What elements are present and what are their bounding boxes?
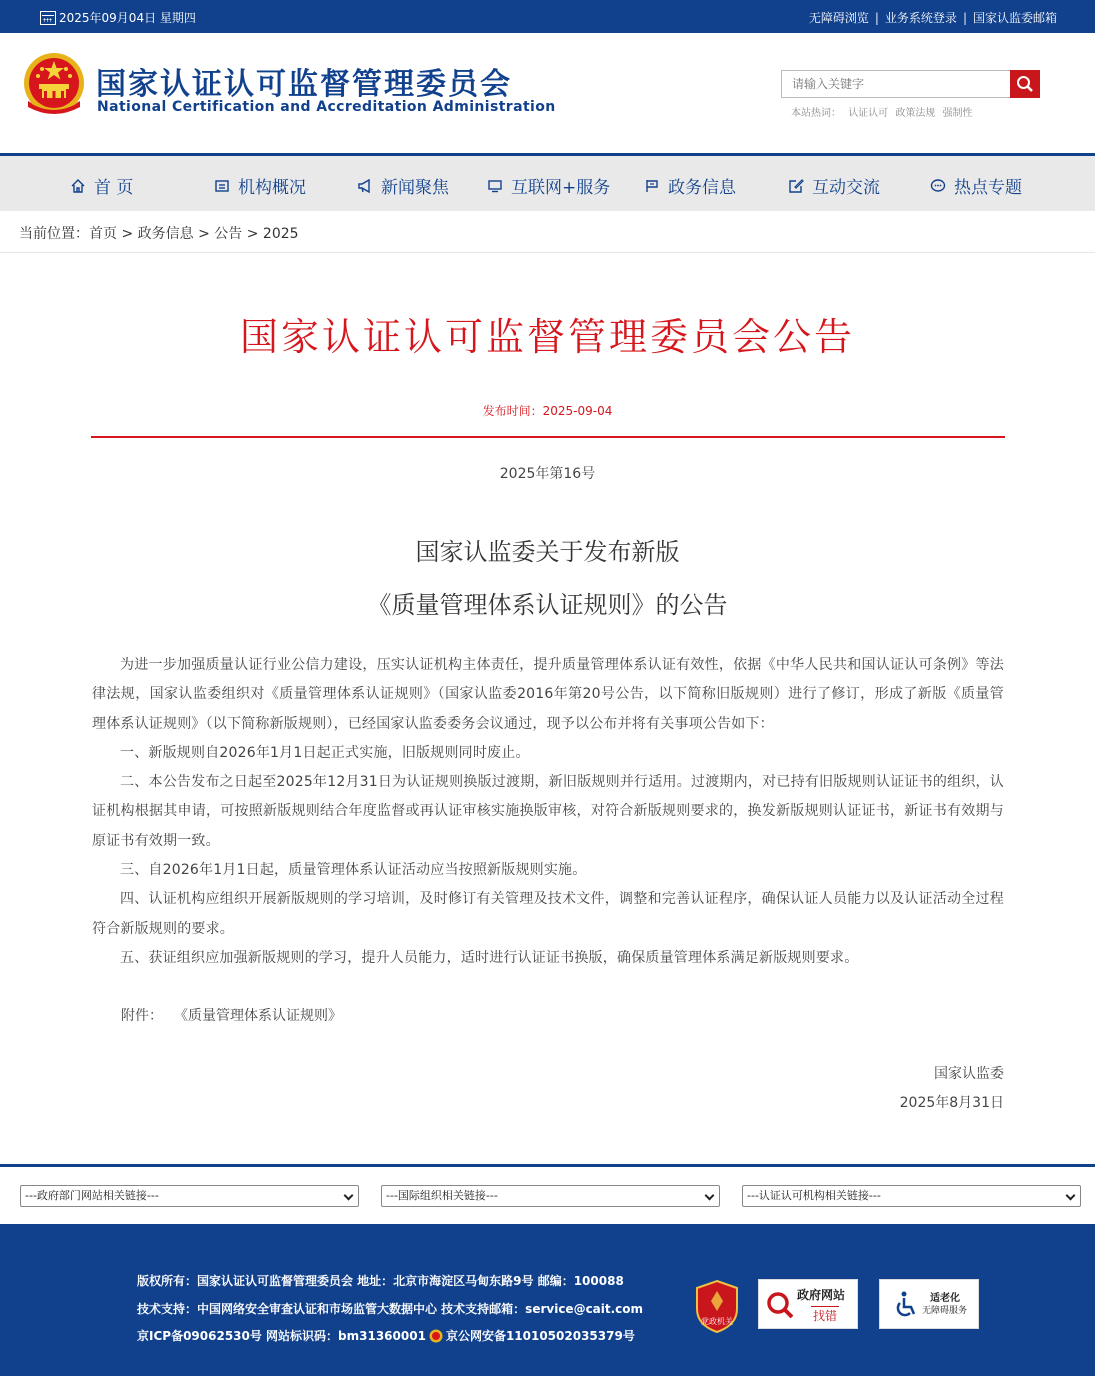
breadcrumb-sep: > bbox=[242, 226, 263, 242]
search-icon bbox=[1016, 75, 1034, 93]
nav-item-news[interactable] bbox=[357, 173, 449, 198]
document-number: 2025年第16号 bbox=[499, 466, 596, 482]
publish-time: 发布时间：2025-09-04 bbox=[482, 404, 613, 418]
building-icon bbox=[214, 178, 230, 194]
breadcrumb-label: 当前位置： bbox=[19, 226, 89, 242]
accessibility-link[interactable]: 无障碍浏览 bbox=[808, 11, 869, 25]
sign-date: 2025年8月31日 bbox=[899, 1095, 1004, 1111]
nav-label: 机构概况 bbox=[238, 178, 306, 198]
party-gov-badge-icon[interactable] bbox=[693, 1279, 741, 1334]
age-badge-line2: 无障碍服务 bbox=[922, 1306, 968, 1316]
party-gov-badge-label: 党政机关 bbox=[701, 1317, 733, 1326]
site-header bbox=[0, 33, 1095, 153]
hot-word[interactable]: 认证认可 bbox=[848, 108, 889, 119]
divider bbox=[0, 252, 1095, 253]
attachment-link[interactable]: 《质量管理体系认证规则》 bbox=[181, 1008, 342, 1024]
nav-item-gov-info[interactable] bbox=[644, 173, 736, 198]
footer-top-line bbox=[0, 1164, 1095, 1167]
attachment bbox=[121, 1005, 342, 1025]
copyright-line: 版权所有：国家认证认可监督管理委员会 地址：北京市海淀区马甸东路9号 邮编：100088 bbox=[137, 1274, 624, 1288]
top-bar bbox=[0, 0, 1095, 33]
calendar-icon bbox=[40, 11, 56, 25]
breadcrumb-year[interactable]: 2025 bbox=[262, 226, 299, 242]
hot-words bbox=[791, 104, 977, 119]
police-record-number[interactable]: 京公网安备11010502035379号 bbox=[445, 1329, 635, 1343]
document-title-line: 《质量管理体系认证规则》的公告 bbox=[367, 591, 728, 619]
red-divider bbox=[91, 436, 1005, 438]
paragraph: 为进一步加强质量认证行业公信力建设，压实认证机构主体责任，提升质量管理体系认证有效性，依据《中华人民共和国认证认可条例》等法律法规，国家认监委组织对《质量管理体系认证规则》（国家认监委2016年第20号公告，以下简称旧版规则）进行了修订，形成了新版《质量管理体系认证规则》（以下简称新版规则），已经国家认监委委务会议通过，现予以公布并将有关事项公告如下： bbox=[92, 657, 1004, 732]
nav-item-internet-service[interactable] bbox=[487, 173, 610, 198]
gov-badge-line2: 找错 bbox=[811, 1306, 839, 1324]
nav-item-about[interactable] bbox=[214, 173, 306, 198]
breadcrumb-sep: > bbox=[117, 226, 138, 242]
nav-label: 热点专题 bbox=[954, 178, 1022, 198]
search-box bbox=[781, 70, 1040, 98]
business-login-link[interactable]: 业务系统登录 bbox=[884, 11, 957, 25]
select-value: ---国际组织相关链接--- bbox=[386, 1189, 498, 1202]
police-badge-icon bbox=[428, 1328, 444, 1344]
icp-number[interactable]: 京ICP备09062530号 网站标识码：bm31360001 bbox=[137, 1329, 426, 1343]
chevron-down-icon bbox=[1066, 1191, 1076, 1201]
paragraph: 三、自2026年1月1日起，质量管理体系认证活动应当按照新版规则实施。 bbox=[120, 862, 587, 879]
signer: 国家认监委 bbox=[934, 1066, 1004, 1082]
site-footer bbox=[0, 1224, 1095, 1376]
gov-links-select[interactable] bbox=[20, 1185, 359, 1207]
nav-label: 互联网+服务 bbox=[511, 178, 611, 198]
search-button[interactable] bbox=[1010, 70, 1040, 98]
top-links bbox=[809, 9, 1057, 26]
date-text: 2025年09月04日 星期四 bbox=[59, 11, 196, 25]
paragraph: 一、新版规则自2026年1月1日起正式实施，旧版规则同时废止。 bbox=[120, 744, 530, 761]
gov-site-error-badge[interactable] bbox=[758, 1279, 858, 1329]
attachment-label: 附件： bbox=[121, 1008, 163, 1024]
chevron-down-icon bbox=[344, 1191, 354, 1201]
breadcrumb-home[interactable]: 首页 bbox=[89, 226, 117, 242]
tech-support-line: 技术支持：中国网络安全审查认证和市场监管大数据中心 技术支持邮箱：service@cait.com bbox=[137, 1302, 644, 1316]
search-input[interactable] bbox=[781, 70, 1011, 98]
magnifier-icon bbox=[765, 1290, 795, 1320]
link-separator: | bbox=[874, 10, 879, 25]
nav-item-topics[interactable] bbox=[930, 173, 1022, 198]
megaphone-icon bbox=[357, 178, 373, 194]
select-value: ---认证认可机构相关链接--- bbox=[747, 1189, 881, 1202]
select-value: ---政府部门网站相关链接--- bbox=[25, 1189, 159, 1202]
wheelchair-icon bbox=[890, 1290, 920, 1320]
main-nav bbox=[0, 153, 1095, 211]
article-title: 国家认证认可监督管理委员会公告 bbox=[239, 315, 855, 359]
date-display bbox=[40, 9, 196, 26]
breadcrumb-notices[interactable]: 公告 bbox=[214, 226, 243, 242]
paragraph: 二、本公告发布之日起至2025年12月31日为认证规则换版过渡期，新旧版规则并行适用。过渡期内，对已持有旧版规则认证证书的组织，认证机构根据其申请，可按照新版规则结合年度监督或再认证审核实施换版审核，对符合新版规则要求的，换发新版规则认证证书，新证书有效期与原证书有效期一致。 bbox=[92, 774, 1004, 849]
intl-org-links-select[interactable] bbox=[381, 1185, 720, 1207]
flag-icon bbox=[644, 178, 660, 194]
edit-icon bbox=[788, 178, 804, 194]
document-title-line: 国家认监委关于发布新版 bbox=[415, 538, 680, 566]
nav-item-interaction[interactable] bbox=[788, 173, 880, 198]
national-emblem-icon[interactable] bbox=[22, 51, 86, 121]
age-badge-line1: 适老化 bbox=[930, 1293, 960, 1304]
link-separator: | bbox=[962, 10, 967, 25]
cert-agency-links-select[interactable] bbox=[742, 1185, 1081, 1207]
hot-label: 本站热词： bbox=[791, 108, 841, 119]
nav-label: 首 页 bbox=[94, 178, 134, 198]
nav-label: 互动交流 bbox=[812, 178, 880, 198]
nav-label: 新闻聚焦 bbox=[381, 178, 449, 198]
chat-icon bbox=[930, 178, 946, 194]
hot-word[interactable]: 强制性 bbox=[942, 108, 973, 119]
hot-word[interactable]: 政策法规 bbox=[895, 108, 936, 119]
nav-label: 政务信息 bbox=[668, 178, 736, 198]
breadcrumb-gov-info[interactable]: 政务信息 bbox=[137, 226, 194, 242]
nav-item-home[interactable] bbox=[70, 173, 133, 198]
mailbox-link[interactable]: 国家认监委邮箱 bbox=[972, 11, 1057, 25]
monitor-icon bbox=[487, 178, 503, 194]
chevron-down-icon bbox=[705, 1191, 715, 1201]
paragraph: 四、认证机构应组织开展新版规则的学习培训，及时修订有关管理及技术文件，调整和完善认证程序，确保认证人员能力以及认证活动全过程符合新版规则的要求。 bbox=[92, 891, 1004, 937]
site-title-en: National Certification and Accreditation Administration bbox=[97, 99, 556, 115]
paragraph: 五、获证组织应加强新版规则的学习，提升人员能力，适时进行认证证书换版，确保质量管理体系满足新版规则要求。 bbox=[120, 949, 859, 966]
document-title bbox=[0, 526, 1095, 632]
gov-badge-line1: 政府网站 bbox=[797, 1288, 846, 1302]
article-body bbox=[92, 651, 1004, 973]
breadcrumb-sep: > bbox=[193, 226, 215, 242]
elderly-accessibility-badge[interactable] bbox=[879, 1279, 979, 1329]
breadcrumb bbox=[19, 223, 299, 243]
home-icon bbox=[70, 178, 86, 194]
icp-line bbox=[137, 1327, 635, 1344]
site-title-cn[interactable]: 国家认证认可监督管理委员会 bbox=[96, 67, 512, 102]
